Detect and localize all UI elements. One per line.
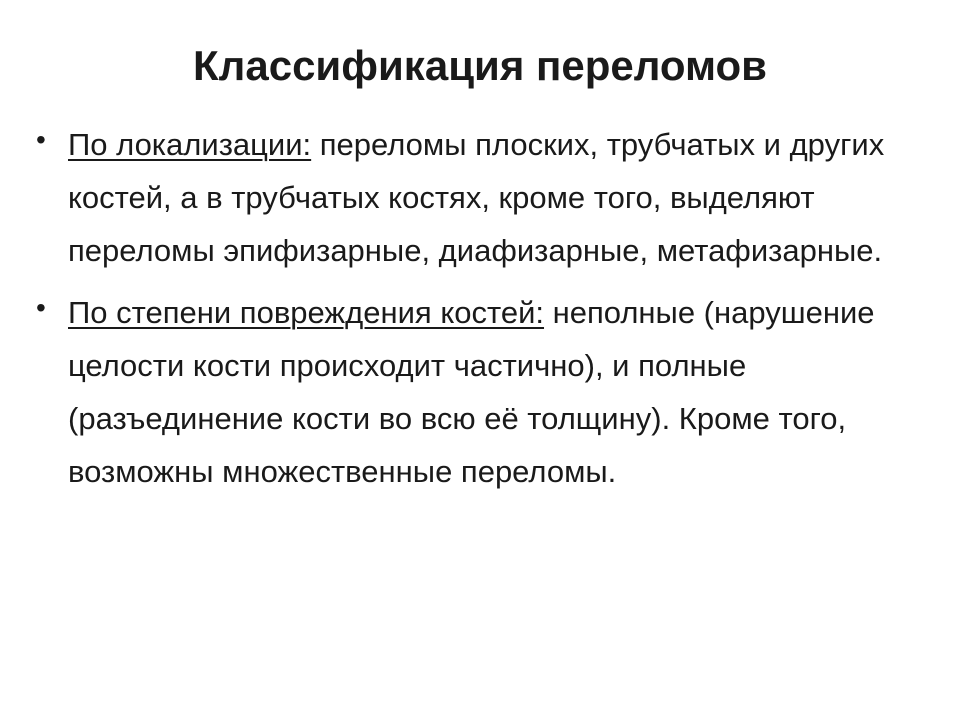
bullet-lead-damage-degree: По степени повреждения костей: [68, 295, 545, 330]
bullet-lead-localization: По локализации: [68, 127, 312, 162]
slide-content [36, 118, 916, 507]
slide-title: Классификация переломов [193, 42, 767, 89]
bullet-text-localization: переломы плоских, трубчатых и других костей, а в трубчатых костях, кроме того, выделяют переломы эпифизарные, диафизарные, метафизарные. [68, 127, 885, 268]
bullet-dot-icon: • [36, 124, 46, 155]
bullet-list [36, 118, 916, 498]
bullet-text-damage-degree: неполные (нарушение целости кости происходит частично), и полные (разъединение кости во всю её толщину). Кроме того, возможны множественные переломы. [68, 295, 875, 489]
bullet-dot-icon: • [36, 292, 46, 323]
bullet-item-damage-degree [36, 286, 916, 498]
bullet-item-localization [36, 118, 916, 277]
